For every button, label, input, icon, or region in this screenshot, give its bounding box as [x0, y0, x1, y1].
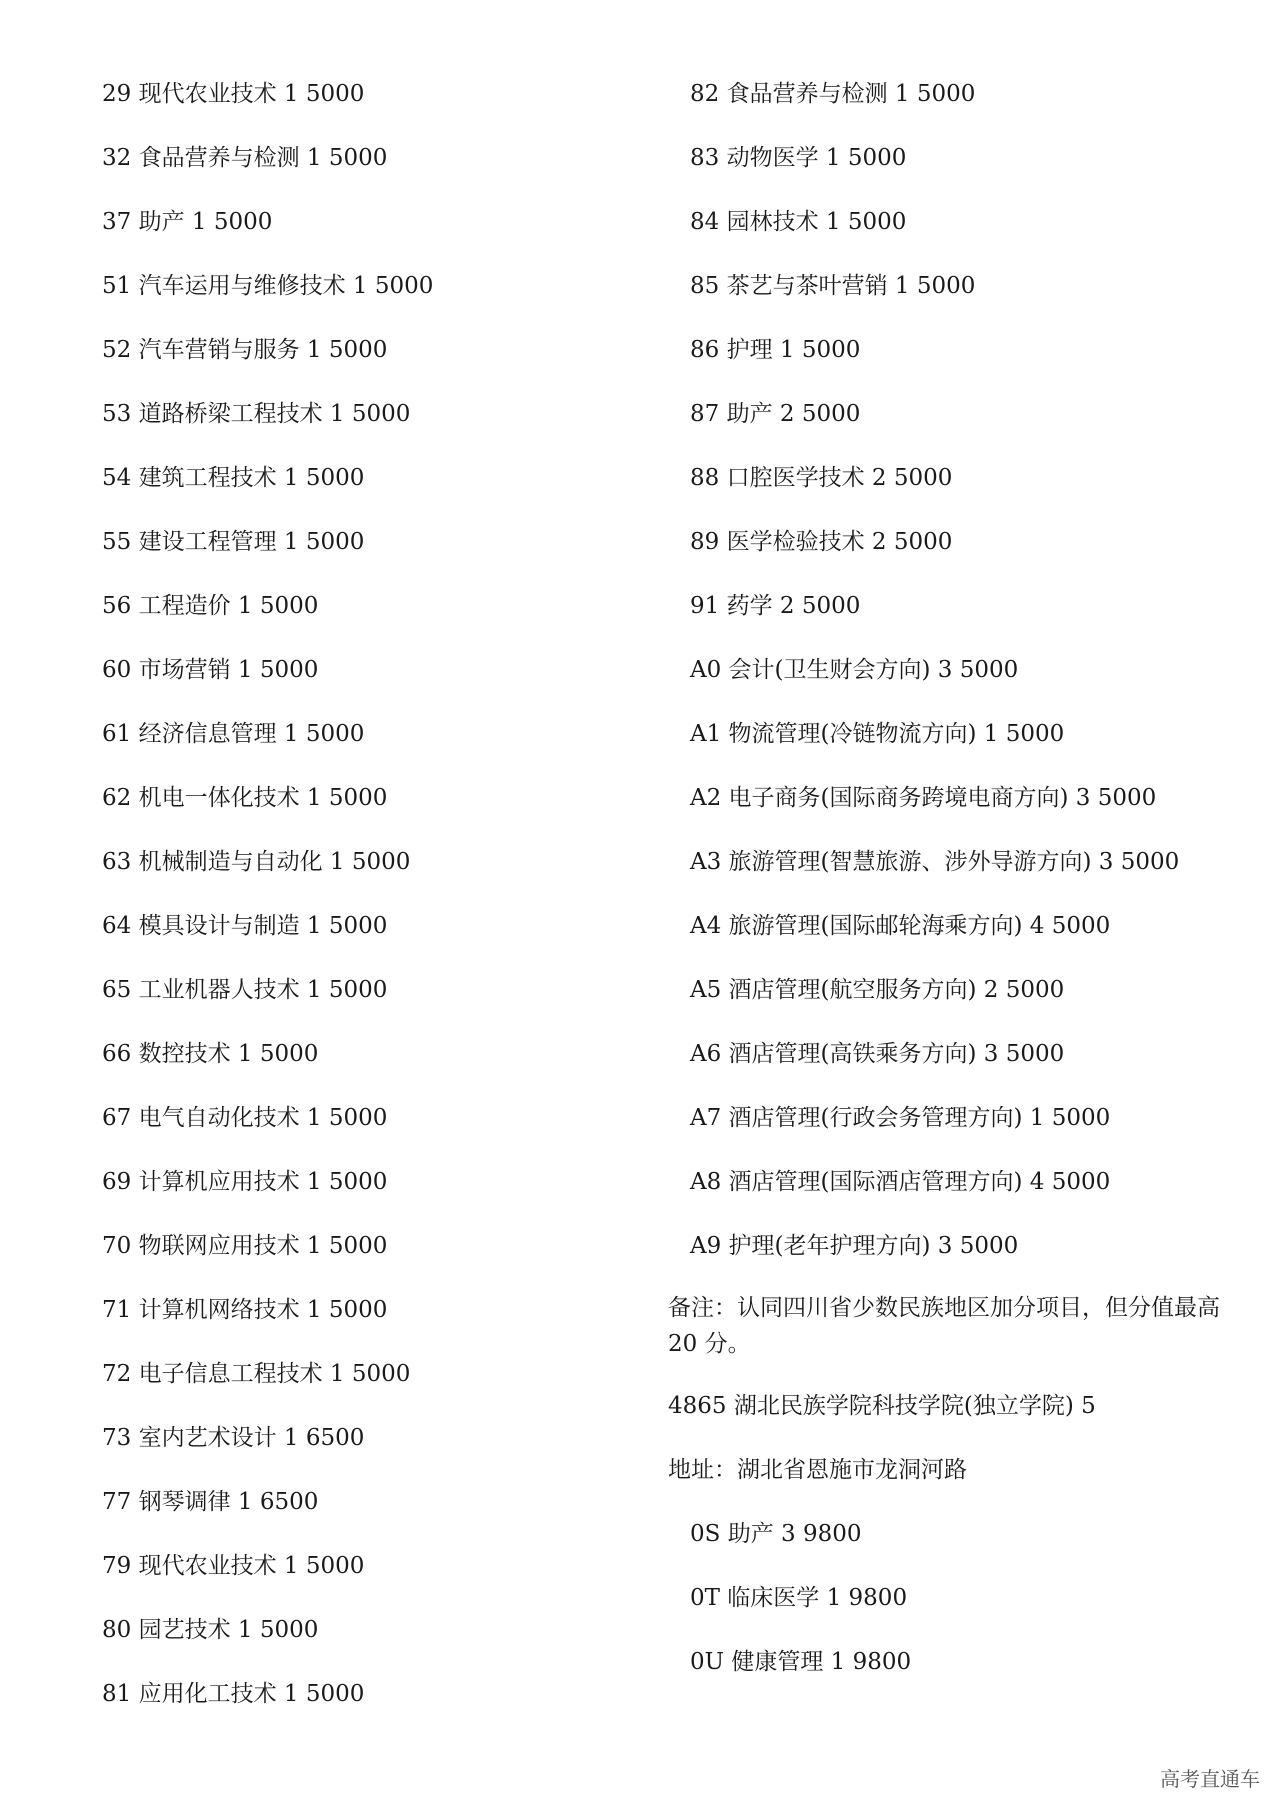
list-item: 60 市场营销 1 5000	[102, 657, 319, 683]
list-item: 77 钢琴调律 1 6500	[102, 1489, 319, 1515]
list-item: 72 电子信息工程技术 1 5000	[102, 1361, 411, 1387]
list-item: 54 建筑工程技术 1 5000	[102, 465, 365, 491]
list-item: A5 酒店管理(航空服务方向) 2 5000	[690, 977, 1065, 1003]
list-item: 56 工程造价 1 5000	[102, 593, 319, 619]
school-address: 地址：湖北省恩施市龙洞河路	[668, 1457, 967, 1483]
list-item: 55 建设工程管理 1 5000	[102, 529, 365, 555]
list-item: 52 汽车营销与服务 1 5000	[102, 337, 388, 363]
list-item: 80 园艺技术 1 5000	[102, 1617, 319, 1643]
list-item: 71 计算机网络技术 1 5000	[102, 1297, 388, 1323]
list-item: A2 电子商务(国际商务跨境电商方向) 3 5000	[690, 785, 1157, 811]
list-item: 0T 临床医学 1 9800	[690, 1585, 908, 1611]
list-item: 65 工业机器人技术 1 5000	[102, 977, 388, 1003]
left-column	[102, 74, 642, 1738]
list-item: A1 物流管理(冷链物流方向) 1 5000	[690, 721, 1065, 747]
list-item: 84 园林技术 1 5000	[690, 209, 907, 235]
list-item: 70 物联网应用技术 1 5000	[102, 1233, 388, 1259]
list-item: 88 口腔医学技术 2 5000	[690, 465, 953, 491]
list-item: A0 会计(卫生财会方向) 3 5000	[690, 657, 1019, 683]
list-item: 81 应用化工技术 1 5000	[102, 1681, 365, 1707]
list-item: 32 食品营养与检测 1 5000	[102, 145, 388, 171]
list-item: 66 数控技术 1 5000	[102, 1041, 319, 1067]
list-item: 79 现代农业技术 1 5000	[102, 1553, 365, 1579]
list-item: 0U 健康管理 1 9800	[690, 1649, 912, 1675]
list-item: 53 道路桥梁工程技术 1 5000	[102, 401, 411, 427]
list-item: 51 汽车运用与维修技术 1 5000	[102, 273, 434, 299]
school-header: 4865 湖北民族学院科技学院(独立学院) 5	[668, 1393, 1096, 1419]
list-item: 87 助产 2 5000	[690, 401, 861, 427]
list-item: 62 机电一体化技术 1 5000	[102, 785, 388, 811]
list-item: 37 助产 1 5000	[102, 209, 273, 235]
list-item: 0S 助产 3 9800	[690, 1521, 862, 1547]
list-item: 63 机械制造与自动化 1 5000	[102, 849, 411, 875]
list-item: 67 电气自动化技术 1 5000	[102, 1105, 388, 1131]
list-item: 29 现代农业技术 1 5000	[102, 81, 365, 107]
watermark-text: 高考直通车	[1160, 1767, 1260, 1791]
list-item: 64 模具设计与制造 1 5000	[102, 913, 388, 939]
list-item: 61 经济信息管理 1 5000	[102, 721, 365, 747]
note-text: 备注：认同四川省少数民族地区加分项目，但分值最高 20 分。	[668, 1295, 1220, 1357]
list-item: 85 茶艺与茶叶营销 1 5000	[690, 273, 976, 299]
list-item: 83 动物医学 1 5000	[690, 145, 907, 171]
list-item: 69 计算机应用技术 1 5000	[102, 1169, 388, 1195]
list-item: A4 旅游管理(国际邮轮海乘方向) 4 5000	[690, 913, 1111, 939]
list-item: A7 酒店管理(行政会务管理方向) 1 5000	[690, 1105, 1111, 1131]
right-column	[668, 74, 1228, 1706]
list-item: 89 医学检验技术 2 5000	[690, 529, 953, 555]
list-item: A9 护理(老年护理方向) 3 5000	[690, 1233, 1019, 1259]
list-item: A3 旅游管理(智慧旅游、涉外导游方向) 3 5000	[690, 849, 1180, 875]
list-item: A6 酒店管理(高铁乘务方向) 3 5000	[690, 1041, 1065, 1067]
list-item: 91 药学 2 5000	[690, 593, 861, 619]
list-item: 82 食品营养与检测 1 5000	[690, 81, 976, 107]
list-item: 73 室内艺术设计 1 6500	[102, 1425, 365, 1451]
list-item: A8 酒店管理(国际酒店管理方向) 4 5000	[690, 1169, 1111, 1195]
list-item: 86 护理 1 5000	[690, 337, 861, 363]
